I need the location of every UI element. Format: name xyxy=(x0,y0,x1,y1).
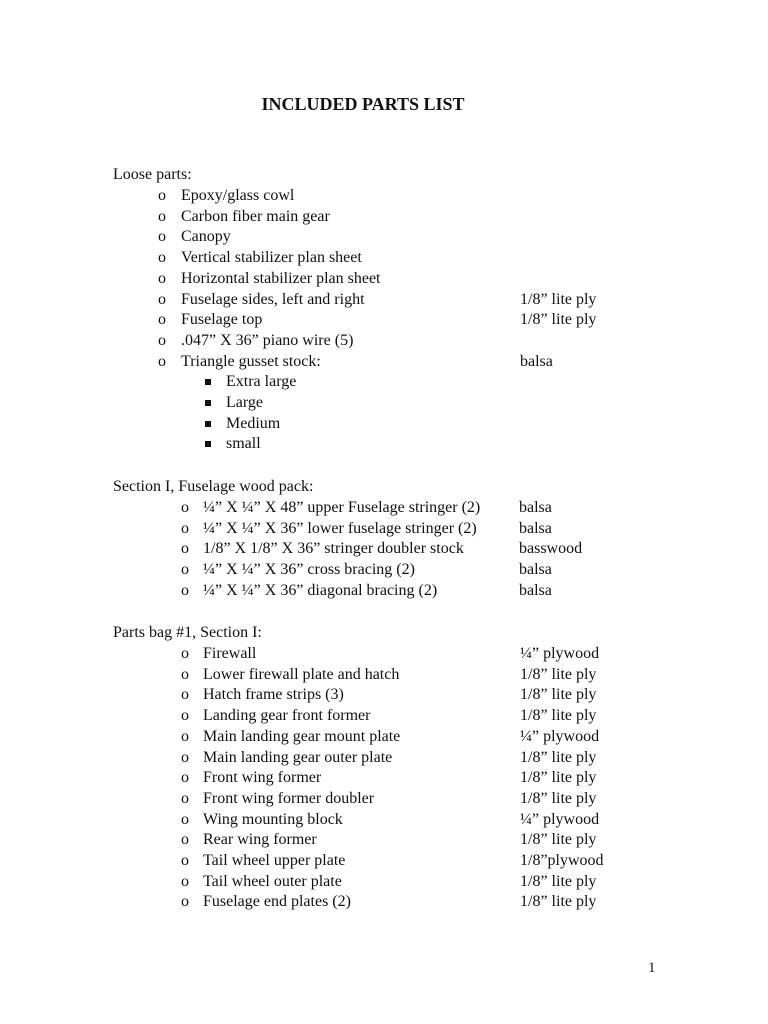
list-item: Wing mounting block xyxy=(203,810,343,828)
material-label: balsa xyxy=(520,352,553,370)
material-label: 1/8” lite ply xyxy=(520,686,597,704)
list-item: Main landing gear mount plate xyxy=(203,727,401,745)
list-item: Vertical stabilizer plan sheet xyxy=(181,249,362,267)
list-bullet: o xyxy=(158,228,166,246)
list-bullet: o xyxy=(181,831,189,849)
list-bullet: o xyxy=(181,748,189,766)
list-bullet: o xyxy=(158,249,166,267)
list-item: Carbon fiber main gear xyxy=(181,207,330,225)
list-bullet: o xyxy=(181,645,189,662)
list-item: .047” X 36” piano wire (5) xyxy=(181,331,354,349)
list-item: ¼” X ¼” X 36” cross bracing (2) xyxy=(203,561,415,579)
list-bullet: o xyxy=(181,581,189,599)
material-label: 1/8” lite ply xyxy=(520,893,597,911)
list-item: 1/8” X 1/8” X 36” stringer doubler stock xyxy=(203,540,464,558)
list-item: Fuselage end plates (2) xyxy=(203,893,351,911)
section-heading: Loose parts: xyxy=(113,166,192,183)
material-label: 1/8” lite ply xyxy=(520,769,597,787)
list-bullet: o xyxy=(158,311,166,329)
square-bullet-icon xyxy=(205,441,211,447)
material-label: ¼” plywood xyxy=(520,645,600,662)
list-bullet: o xyxy=(181,810,189,828)
material-label: basswood xyxy=(519,540,583,558)
section-heading: Section I, Fuselage wood pack: xyxy=(113,478,314,495)
list-bullet: o xyxy=(181,665,189,683)
material-label: ¼” plywood xyxy=(520,727,600,745)
sub-list-item: Medium xyxy=(226,414,281,432)
list-bullet: o xyxy=(181,540,189,558)
list-bullet: o xyxy=(181,789,189,807)
list-bullet: o xyxy=(181,769,189,787)
list-bullet: o xyxy=(181,893,189,911)
material-label: 1/8” lite ply xyxy=(520,311,597,329)
list-bullet: o xyxy=(158,269,166,287)
list-bullet: o xyxy=(158,290,166,308)
list-item: Main landing gear outer plate xyxy=(203,748,393,766)
list-item: Tail wheel outer plate xyxy=(203,872,342,890)
list-bullet: o xyxy=(181,499,189,516)
list-item: Rear wing former xyxy=(203,831,317,849)
list-bullet: o xyxy=(158,352,166,370)
list-item: ¼” X ¼” X 36” lower fuselage stringer (2) xyxy=(203,519,477,537)
list-bullet: o xyxy=(158,331,166,349)
list-item: Fuselage top xyxy=(181,311,263,329)
list-item: Lower firewall plate and hatch xyxy=(203,665,400,683)
material-label: balsa xyxy=(519,561,552,579)
sub-list-item: Large xyxy=(226,394,264,411)
list-bullet: o xyxy=(181,561,189,579)
square-bullet-icon xyxy=(205,421,211,427)
list-bullet: o xyxy=(181,519,189,537)
material-label: balsa xyxy=(519,519,552,537)
page-title: INCLUDED PARTS LIST xyxy=(261,94,465,114)
list-item: Triangle gusset stock: xyxy=(181,352,321,370)
list-item: Hatch frame strips (3) xyxy=(203,686,344,704)
list-item: ¼” X ¼” X 48” upper Fuselage stringer (2) xyxy=(203,499,481,516)
list-bullet: o xyxy=(181,686,189,704)
list-bullet: o xyxy=(181,727,189,745)
list-item: Landing gear front former xyxy=(203,707,371,725)
material-label: 1/8” lite ply xyxy=(520,707,597,725)
list-item: Tail wheel upper plate xyxy=(203,852,346,869)
list-bullet: o xyxy=(158,187,166,204)
material-label: 1/8”plywood xyxy=(520,852,604,869)
list-item: Fuselage sides, left and right xyxy=(181,290,365,308)
list-item: Epoxy/glass cowl xyxy=(181,187,295,204)
material-label: balsa xyxy=(519,499,552,516)
list-bullet: o xyxy=(181,852,189,869)
material-label: 1/8” lite ply xyxy=(520,831,597,849)
list-bullet: o xyxy=(158,207,166,225)
material-label: ¼” plywood xyxy=(520,810,600,828)
list-item: Firewall xyxy=(203,645,257,662)
list-item: Horizontal stabilizer plan sheet xyxy=(181,269,381,287)
list-bullet: o xyxy=(181,707,189,725)
material-label: 1/8” lite ply xyxy=(520,748,597,766)
list-item: Canopy xyxy=(181,228,231,246)
list-item: Front wing former xyxy=(203,769,322,787)
material-label: 1/8” lite ply xyxy=(520,872,597,890)
list-bullet: o xyxy=(181,872,189,890)
sub-list-item: Extra large xyxy=(226,373,297,391)
material-label: 1/8” lite ply xyxy=(520,290,597,308)
material-label: 1/8” lite ply xyxy=(520,789,597,807)
list-item: ¼” X ¼” X 36” diagonal bracing (2) xyxy=(203,581,438,599)
page-number: 1 xyxy=(648,960,656,976)
square-bullet-icon xyxy=(205,379,211,385)
square-bullet-icon xyxy=(205,400,211,406)
sub-list-item: small xyxy=(226,435,261,453)
list-item: Front wing former doubler xyxy=(203,789,375,807)
section-heading: Parts bag #1, Section I: xyxy=(113,624,262,641)
material-label: 1/8” lite ply xyxy=(520,665,597,683)
material-label: balsa xyxy=(519,581,552,599)
